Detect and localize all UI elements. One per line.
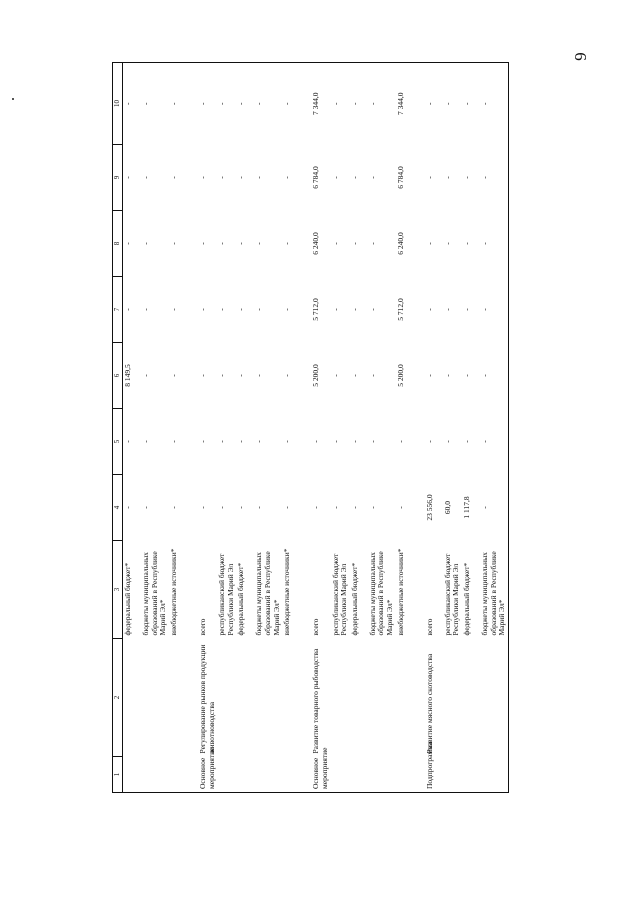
row-name-cell [169,639,193,757]
table-row [141,63,169,793]
amount-cell: - [254,308,264,311]
amount-cell: - [254,374,264,377]
row-type-cell [282,757,306,793]
amount-cell: - [169,63,193,145]
row-type-cell: Основное мероприятие [306,757,330,793]
amount-cell: - [123,63,142,145]
amount-cell: - [330,374,340,377]
amount-cell: - [197,242,207,245]
amount-cell: - [367,506,377,509]
amount-cell: - [236,440,246,443]
amount-cell: - [282,242,292,245]
funding-source-cell: бюджеты муниципальных образований в Республике Марий Эл* [367,551,394,636]
column-header: 6 [113,343,123,409]
amount-cell: - [168,242,178,245]
table-row [282,63,306,793]
amount-cell: - [141,176,150,179]
funding-source-cell: всего [197,618,207,636]
amount-cell: - [217,440,227,443]
row-name-cell: Развитие мясного скотоводства [424,653,434,754]
row-name-cell [236,639,254,757]
amount-cell: - [282,176,292,179]
amount-cell: - [236,242,246,245]
amount-cell: - [424,242,434,245]
amount-cell: - [424,440,434,443]
amount-cell: - [349,506,359,509]
amount-cell: - [123,308,132,311]
page-number: 6 [570,52,590,61]
funding-source-cell: внебюджетные источники* [282,548,292,636]
amount-cell: - [236,176,246,179]
amount-cell: 1 117,8 [461,496,471,519]
amount-cell: 6 784,0 [395,166,405,189]
amount-cell: - [462,63,480,145]
row-name-cell [217,639,236,757]
row-type-cell [169,757,193,793]
amount-cell: - [197,374,207,377]
amount-cell: - [282,308,292,311]
amount-cell: - [461,242,471,245]
amount-cell: 6 240,0 [395,232,405,255]
row-type-cell [368,757,396,793]
amount-cell: - [461,308,471,311]
amount-cell: - [442,440,452,443]
funding-source-cell: бюджеты муниципальных образований в Республике Марий Эл* [141,551,168,636]
row-name-cell [282,639,306,757]
row-name-cell: Развитие товарного рыбоводства [311,648,321,754]
amount-cell: - [442,374,452,377]
column-header: 8 [113,211,123,277]
amount-cell: - [330,506,340,509]
row-type-cell [254,757,282,793]
row-name-cell [396,639,420,757]
amount-cell: 7 344,0 [306,63,330,145]
amount-cell: - [424,176,434,179]
amount-cell: - [123,242,132,245]
amount-cell: - [282,440,292,443]
row-type-cell [396,757,420,793]
funding-table [112,62,509,793]
column-header: 9 [113,145,123,211]
column-header: 5 [113,409,123,475]
amount-cell: - [330,176,340,179]
amount-cell: - [367,242,377,245]
amount-cell: - [349,308,359,311]
amount-cell: - [330,242,340,245]
amount-cell: - [217,506,227,509]
amount-cell: - [123,506,132,509]
funding-source-cell: федеральный бюджет* [461,562,471,636]
table-row [420,63,443,793]
amount-cell: - [254,440,264,443]
amount-cell: - [349,440,359,443]
amount-cell: - [424,374,434,377]
funding-source-cell: всего [424,618,434,636]
amount-cell: - [367,176,377,179]
amount-cell: - [217,374,227,377]
amount-cell: - [282,374,292,377]
amount-cell: - [480,409,508,475]
row-name-cell [123,639,142,757]
row-name-cell [350,639,368,757]
amount-cell: - [254,63,282,145]
amount-cell: - [282,63,306,145]
column-header: 4 [113,475,123,541]
table-row [443,63,462,793]
table-body [123,63,509,793]
amount-cell: - [141,506,150,509]
amount-cell: - [236,374,246,377]
amount-cell: 6 240,0 [311,232,321,255]
amount-cell: - [236,506,246,509]
amount-cell: - [282,506,292,509]
row-name-cell [368,639,396,757]
amount-cell: - [236,308,246,311]
table-row [368,63,396,793]
funding-source-cell: федеральный бюджет* [236,562,246,636]
amount-cell: - [311,506,321,509]
amount-cell: - [480,475,508,541]
amount-cell: 5 200,0 [395,364,405,387]
amount-cell: - [254,176,264,179]
row-name-cell [254,639,282,757]
amount-cell: - [236,63,254,145]
amount-cell: - [141,63,169,145]
row-type-cell: Основное мероприятие [193,757,217,793]
amount-cell: - [197,506,207,509]
amount-cell: - [193,63,217,145]
amount-cell: - [480,343,508,409]
funding-source-cell: всего [311,618,321,636]
amount-cell: - [141,374,150,377]
amount-cell: - [141,440,150,443]
funding-source-cell: бюджеты муниципальных образований в Республике Марий Эл* [480,541,508,639]
amount-cell: - [442,308,452,311]
amount-cell: - [197,440,207,443]
amount-cell: - [168,176,178,179]
rotated-table-container [112,63,566,793]
amount-cell: 23 556,0 [424,494,434,521]
table-row [462,63,480,793]
amount-cell: - [123,440,132,443]
amount-cell: 60,0 [442,500,452,515]
amount-cell: - [367,440,377,443]
amount-cell: - [141,242,150,245]
amount-cell: - [168,374,178,377]
row-name-cell [462,639,480,757]
funding-source-cell: внебюджетные источники* [168,548,178,636]
amount-cell: - [367,308,377,311]
amount-cell: - [330,308,340,311]
table-row [217,63,236,793]
amount-cell: 8 149,5 [123,364,132,387]
amount-cell: - [461,176,471,179]
row-name-cell: Регулирование рынков продукции животноводства [197,644,216,754]
amount-cell: - [254,242,264,245]
table-row [236,63,254,793]
row-type-cell [443,757,462,793]
scan-speck [12,98,14,100]
row-type-cell [217,757,236,793]
amount-cell: - [331,63,350,145]
row-type-cell [480,757,508,793]
amount-cell: 5 200,0 [311,364,321,387]
amount-cell: - [367,374,377,377]
amount-cell: - [442,176,452,179]
amount-cell: - [424,308,434,311]
amount-cell: - [395,506,405,509]
amount-cell: 7 344,0 [396,63,420,145]
amount-cell: - [330,440,340,443]
amount-cell: - [217,242,227,245]
row-type-cell [236,757,254,793]
amount-cell: 6 784,0 [311,166,321,189]
funding-source-cell: республиканский бюджет Республики Марий Эл [217,553,235,636]
amount-cell: - [461,440,471,443]
amount-cell: - [217,63,236,145]
amount-cell: - [217,308,227,311]
amount-cell: - [349,242,359,245]
row-type-cell: Подпрограмма [420,757,443,793]
amount-cell: - [395,440,405,443]
amount-cell: - [368,63,396,145]
row-name-cell [443,639,462,757]
column-header: 7 [113,277,123,343]
amount-cell: - [141,308,150,311]
table-row [193,63,217,793]
amount-cell: - [480,145,508,211]
amount-cell: - [168,506,178,509]
amount-cell: - [311,440,321,443]
column-header: 10 [113,63,123,145]
row-type-cell [331,757,350,793]
table-row [254,63,282,793]
funding-source-cell: республиканский бюджет Республики Марий Эл [442,553,461,636]
amount-cell: - [197,308,207,311]
amount-cell: - [217,176,227,179]
amount-cell: - [168,440,178,443]
table-row [123,63,142,793]
amount-cell: - [480,211,508,277]
table-row [480,63,508,793]
funding-source-cell: федеральный бюджет* [349,562,359,636]
amount-cell: - [350,63,368,145]
row-type-cell [462,757,480,793]
row-name-cell [331,639,350,757]
table-row [396,63,420,793]
amount-cell: - [254,506,264,509]
funding-source-cell: внебюджетные источники* [395,548,405,636]
column-header: 2 [113,639,123,757]
amount-cell: - [480,63,508,145]
row-type-cell [123,757,142,793]
column-number-row [113,63,123,793]
amount-cell: - [442,242,452,245]
table-row [331,63,350,793]
amount-cell: - [420,63,443,145]
funding-source-cell: республиканский бюджет Республики Марий Эл [330,553,349,636]
amount-cell: - [197,176,207,179]
amount-cell: - [480,277,508,343]
amount-cell: 5 712,0 [395,298,405,321]
column-header: 1 [113,757,123,793]
row-name-cell [480,639,508,757]
table-row [169,63,193,793]
amount-cell: 5 712,0 [311,298,321,321]
amount-cell: - [349,374,359,377]
amount-cell: - [123,176,132,179]
row-type-cell [141,757,169,793]
amount-cell: - [461,374,471,377]
table-row [350,63,368,793]
amount-cell: - [168,308,178,311]
column-header: 3 [113,541,123,639]
row-type-cell [350,757,368,793]
funding-source-cell: федеральный бюджет* [123,562,132,636]
amount-cell: - [349,176,359,179]
amount-cell: - [443,63,462,145]
funding-source-cell: бюджеты муниципальных образований в Республике Марий Эл* [254,551,281,636]
table-row [306,63,330,793]
row-name-cell [141,639,169,757]
